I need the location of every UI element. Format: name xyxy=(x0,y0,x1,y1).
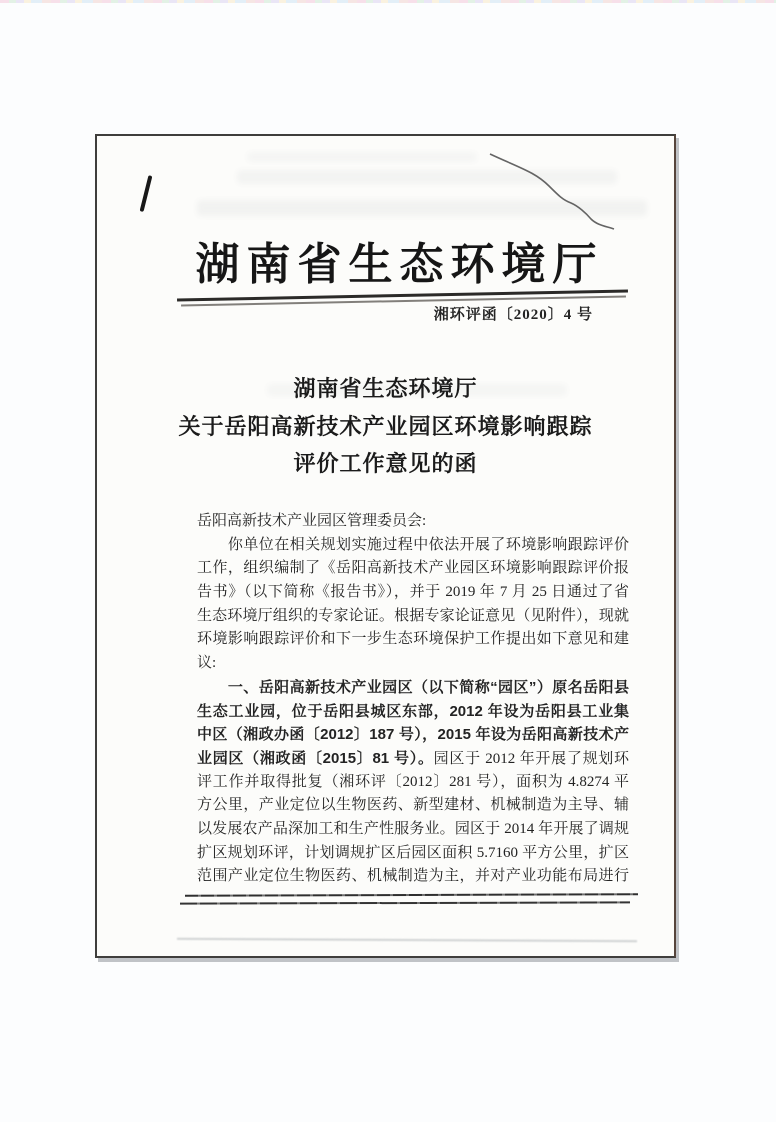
body-text-bold: 一、岳阳高新技术产业园区（以下简称“园区”）原名岳阳县 xyxy=(197,678,629,696)
body-text: 范围产业定位生物医药、机械制造为主，并对产业功能布局进行 xyxy=(197,868,629,885)
body-line xyxy=(197,652,629,676)
scan-smudge xyxy=(177,938,637,942)
letterhead-agency-title: 湖南省生态环境厅 xyxy=(195,240,604,289)
body-line xyxy=(197,557,629,581)
body-text-bold: 业园区（湘政函〔2015〕81 号）。 xyxy=(197,749,434,767)
body-text: 告书》（以下简称《报告书》），并于 2019 年 7 月 25 日通过了省 xyxy=(197,584,629,601)
body-text: 工作，组织编制了《岳阳高新技术产业园区环境影响跟踪评价报 xyxy=(197,560,629,577)
body-text-bold: 中区（湘政办函〔2012〕187 号），2015 年设为岳阳高新技术产 xyxy=(197,726,629,744)
document-title-line-3: 评价工作意见的函 xyxy=(293,451,478,476)
body-text: 方公里，产业定位以生物医药、新型建材、机械制造为主导、辅 xyxy=(197,797,629,814)
document-title xyxy=(97,370,674,483)
body-lines xyxy=(197,534,629,889)
body-line xyxy=(197,676,629,700)
salutation: 岳阳高新技术产业园区管理委员会: xyxy=(197,513,427,529)
bleed-through-ghost xyxy=(197,200,647,216)
handwritten-mark xyxy=(140,175,152,212)
body-text: 以发展农产品深加工和生产性服务业。园区于 2014 年开展了调规 xyxy=(197,820,629,837)
body-text: 你单位在相关规划实施过程中依法开展了环境影响跟踪评价 xyxy=(197,536,629,553)
body-line xyxy=(197,628,629,652)
body-line xyxy=(197,771,629,795)
body-line xyxy=(197,818,629,842)
body-text-bold: 生态工业园，位于岳阳县城区东部，2012 年设为岳阳县工业集 xyxy=(197,702,629,720)
letter-body xyxy=(197,510,629,889)
body-text: 园区于 2012 年开展了规划环 xyxy=(433,750,629,767)
document-title-line-1: 湖南省生态环境厅 xyxy=(293,376,478,401)
bleed-through-ghost xyxy=(237,170,617,184)
body-text: 议: xyxy=(197,655,217,672)
body-line xyxy=(197,605,629,629)
letter-page xyxy=(95,134,676,958)
body-text: 扩区规划环评，计划调规扩区后园区面积 5.7160 平方公里，扩区 xyxy=(197,844,629,861)
body-text: 评工作并取得批复（湘环评〔2012〕281 号），面积为 4.8274 平 xyxy=(197,773,629,790)
document-reference-number: 湘环评函〔2020〕4 号 xyxy=(433,307,593,323)
body-line xyxy=(197,723,629,747)
body-text: 生态环境厅组织的专家论证。根据专家论证意见（见附件），现就 xyxy=(197,607,629,624)
body-line xyxy=(197,700,629,724)
scanner-edge-noise xyxy=(0,0,776,3)
body-line xyxy=(197,534,629,558)
body-line xyxy=(197,865,629,889)
bleed-through-ghost xyxy=(247,152,477,162)
page-footer-rule-bottom xyxy=(180,901,630,904)
body-line xyxy=(197,842,629,866)
document-title-line-2: 关于岳阳高新技术产业园区环境影响跟踪 xyxy=(178,413,593,439)
page-footer-rule-top xyxy=(185,893,638,897)
body-line xyxy=(197,794,629,818)
body-line xyxy=(197,581,629,605)
body-text: 环境影响跟踪评价和下一步生态环境保护工作提出如下意见和建 xyxy=(197,631,629,648)
body-line xyxy=(197,747,629,771)
